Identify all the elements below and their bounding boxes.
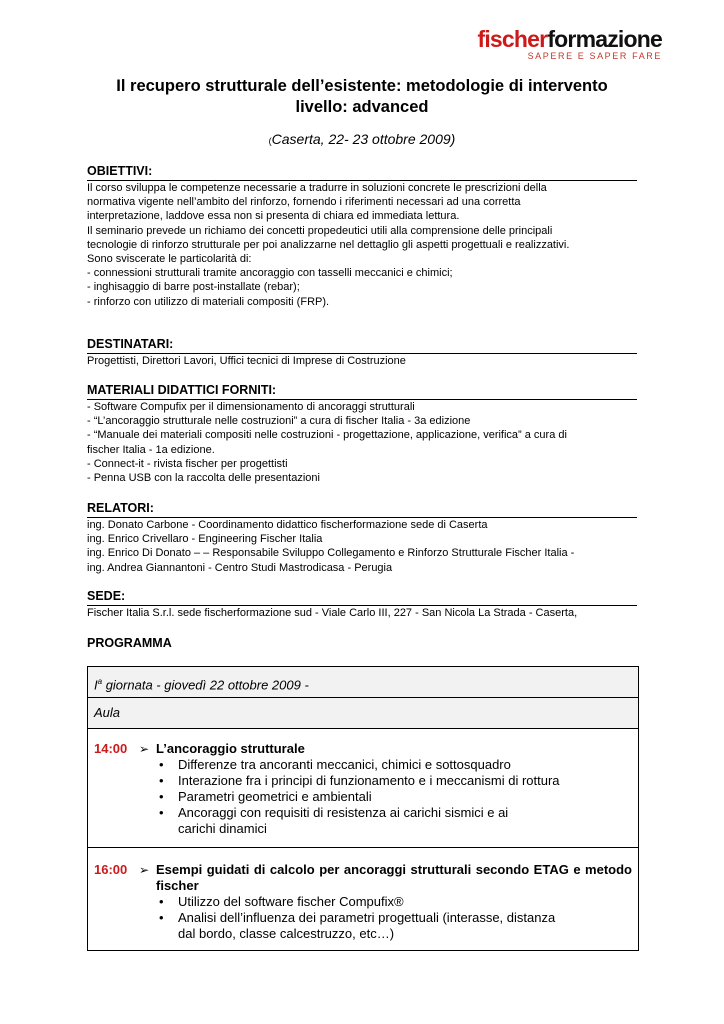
list-item: • Parametri geometrici e ambientali (156, 789, 632, 805)
slot-time: 14:00 (94, 741, 128, 756)
section-heading: PROGRAMMA (87, 636, 172, 650)
section-heading: RELATORI: (87, 501, 637, 518)
text-line: - “L’ancoraggio strutturale nelle costruzioni” a cura di fischer Italia - 3a edizione (87, 415, 471, 428)
program-slot (88, 848, 638, 950)
section-body (87, 354, 637, 368)
text-line: - Penna USB con la raccolta delle presentazioni (87, 472, 320, 485)
logo-wordmark (477, 26, 662, 52)
list-item: • Ancoraggi con requisiti di resistenza ai carichi sismici e ai carichi dinamici (156, 805, 632, 837)
program-slot (88, 729, 638, 848)
text-line: Progettisti, Direttori Lavori, Uffici tecnici di Imprese di Costruzione (87, 355, 406, 367)
slot-content (156, 741, 632, 837)
section-body (87, 518, 637, 575)
section-sede (87, 589, 637, 620)
slot-title: Esempi guidati di calcolo per ancoraggi strutturali secondo ETAG e metodo fischer (156, 862, 632, 893)
section-body (87, 606, 637, 620)
section-programma (87, 636, 637, 652)
title-line-2: livello: advanced (295, 98, 429, 116)
title-line-1: Il recupero strutturale dell’esistente: metodologie di intervento (116, 77, 608, 95)
text-line: ing. Enrico Di Donato – – Responsabile Sviluppo Collegamento e Rinforzo Strutturale Fischer Italia - (87, 547, 575, 560)
day-label: giornata - giovedì 22 ottobre 2009 - (102, 677, 309, 693)
text-line: normativa vigente nell’ambito del rinforzo, fornendo i riferimenti necessari ad una corretta (87, 196, 521, 209)
logo-part-fischer: fischer (477, 26, 548, 52)
section-heading: OBIETTIVI: (87, 164, 637, 181)
section-heading: DESTINATARI: (87, 337, 637, 354)
slot-content (156, 862, 632, 942)
text-line: Il corso sviluppa le competenze necessarie a tradurre in soluzioni concrete le prescrizioni della (87, 182, 547, 194)
slot-bullets (156, 757, 632, 837)
section-heading: MATERIALI DIDATTICI FORNITI: (87, 383, 637, 400)
text-line: - inghisaggio di barre post-installate (rebar); (87, 281, 300, 294)
logo-part-formazione: formazione (547, 26, 662, 52)
logo-tagline: SAPERE E SAPER FARE (527, 51, 662, 61)
slot-time: 16:00 (94, 862, 128, 877)
subtitle-text: Caserta, 22- 23 ottobre 2009) (271, 131, 456, 147)
fischerformazione-logo (477, 26, 662, 61)
text-line: interpretazione, laddove essa non si presenta di chiara ed immediata lettura. (87, 210, 460, 223)
text-line: - “Manuale dei materiali compositi nelle costruzioni - progettazione, applicazione, verifica” a cura di (87, 429, 567, 442)
text-line: - Software Compufix per il dimensionamento di ancoraggi strutturali (87, 401, 415, 413)
section-heading: SEDE: (87, 589, 637, 606)
slot-bullets (156, 894, 632, 942)
day-superscript: a (97, 677, 103, 686)
section-materiali (87, 383, 637, 485)
subtitle-paren: ( (268, 136, 272, 146)
text-line: - connessioni strutturali tramite ancoraggio con tasselli meccanici e chimici; (87, 267, 453, 280)
text-line: - rinforzo con utilizzo di materiali compositi (FRP). (87, 295, 330, 308)
list-item: • Utilizzo del software fischer Compufix® (156, 894, 632, 910)
day-header-row (88, 667, 638, 698)
section-destinatari (87, 337, 637, 368)
section-body (87, 181, 637, 309)
text-line: ing. Enrico Crivellaro - Engineering Fischer Italia (87, 533, 323, 546)
list-item: • Analisi dell’influenza dei parametri progettuali (interasse, distanza dal bordo, classe calcestruzzo, etc…) (156, 910, 632, 942)
room-label: Aula (94, 705, 121, 720)
slot-title: L’ancoraggio strutturale (156, 741, 305, 756)
text-line: ing. Donato Carbone - Coordinamento didattico fischerformazione sede di Caserta (87, 519, 488, 531)
document-subtitle (87, 131, 637, 147)
text-line: Il seminario prevede un richiamo dei concetti propedeutici utili alla comprensione delle principali (87, 224, 553, 237)
text-line: Sono sviscerate le particolarità di: (87, 253, 252, 266)
arrow-bullet-icon: ➢ (138, 742, 150, 756)
text-line: fischer Italia - 1a edizione. (87, 443, 215, 456)
arrow-bullet-icon: ➢ (138, 863, 150, 877)
text-line: Fischer Italia S.r.l. sede fischerformazione sud - Viale Carlo III, 227 - San Nicola La Strada - Caserta, (87, 607, 578, 619)
text-line: - Connect-it - rivista fischer per progettisti (87, 457, 288, 470)
section-relatori (87, 501, 637, 575)
day-prefix: I (94, 677, 98, 693)
programma-table (87, 666, 639, 951)
section-body (87, 400, 637, 485)
section-obiettivi (87, 164, 637, 309)
text-line: tecnologie di rinforzo strutturale per poi analizzarne nel dettaglio gli aspetti progettuali e realizzativi. (87, 238, 570, 251)
document-title (87, 76, 637, 118)
list-item: • Interazione fra i principi di funzionamento e i meccanismi di rottura (156, 773, 632, 789)
room-row (88, 698, 638, 729)
text-line: ing. Andrea Giannantoni - Centro Studi Mastrodicasa - Perugia (87, 561, 393, 574)
list-item: • Differenze tra ancoranti meccanici, chimici e sottosquadro (156, 757, 632, 773)
